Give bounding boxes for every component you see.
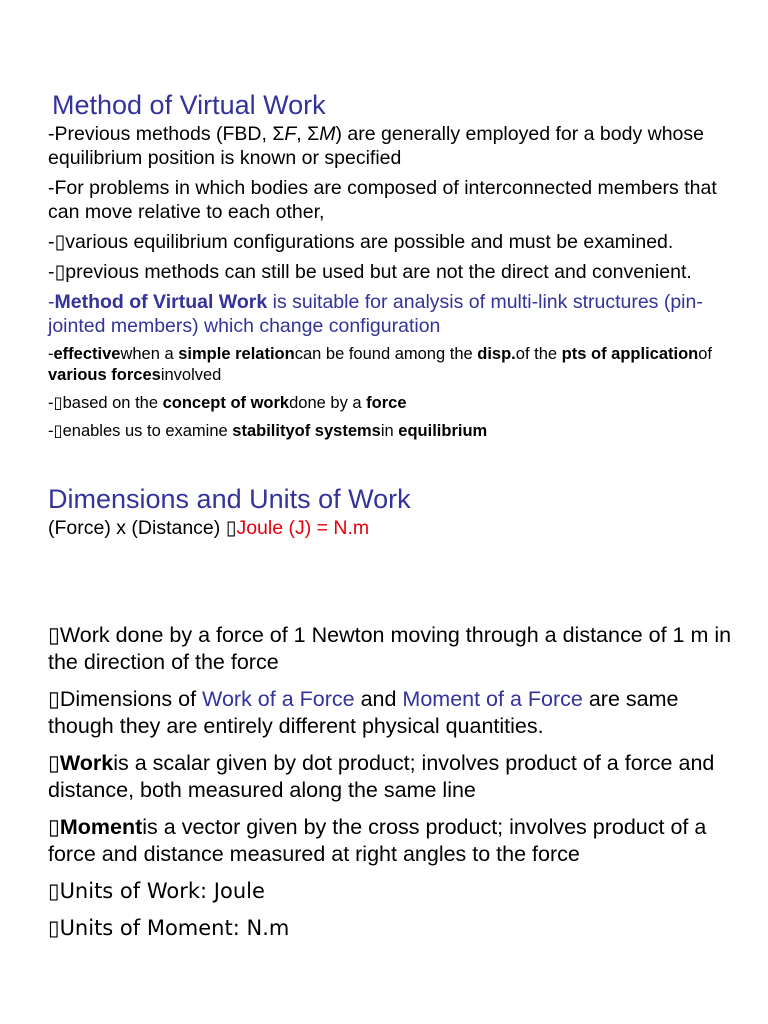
text: various equilibrium configurations are possible and must be examined. (65, 231, 674, 253)
text: is suitable for analysis of multi-link structures (pin-jointed members) which change configuration (48, 291, 703, 337)
bold-term: concept of work (162, 394, 290, 412)
text: and (354, 687, 403, 711)
dash: - (48, 394, 54, 412)
text: ) are generally employed for a body whose equilibrium position is known or specified (48, 123, 704, 169)
text: of (698, 345, 713, 363)
missing-glyph-icon: ▯ (48, 687, 60, 712)
dash: - (48, 422, 54, 440)
document-page (48, 88, 738, 952)
symbol-m: M (319, 123, 336, 145)
text: are same though they are entirely different physical quantities. (48, 687, 679, 738)
text: Units of Work: Joule (59, 879, 265, 903)
text: based on the (62, 394, 163, 412)
missing-glyph-icon: ▯ (54, 230, 66, 253)
dash: - (48, 291, 55, 313)
bold-term: equilibrium (398, 422, 488, 440)
spacer (48, 546, 738, 622)
section-title-virtual-work: Method of Virtual Work (52, 90, 326, 120)
section-title-dimensions-units: Dimensions and Units of Work (48, 484, 411, 514)
paragraph-virtual-work-suitable (48, 290, 738, 338)
missing-glyph-icon: ▯ (48, 623, 60, 648)
dash: - (48, 231, 55, 253)
missing-glyph-icon: ▯ (54, 260, 66, 283)
paragraph-concept-of-work (48, 392, 738, 414)
missing-glyph-icon: ▯ (53, 393, 63, 412)
paragraph-previous-methods-usable (48, 260, 738, 284)
spacer (48, 448, 738, 482)
text: of the (515, 345, 562, 363)
missing-glyph-icon: ▯ (225, 516, 237, 539)
bold-term: effective (53, 345, 121, 363)
text: Work done by a force of 1 Newton moving through a distance of 1 m in the direction of the force (48, 623, 732, 674)
text: -Previous methods (FBD, Σ (48, 123, 285, 145)
bullet-work-scalar (48, 750, 738, 804)
text: previous methods can still be used but are not the direct and convenient. (65, 261, 692, 283)
text: involved (160, 366, 222, 384)
bold-term: pts of application (561, 345, 699, 363)
joule-definition: Joule (J) = N.m (236, 517, 370, 539)
text: can be found among the (294, 345, 478, 363)
bold-term: various forces (48, 366, 161, 384)
missing-glyph-icon: ▯ (48, 916, 60, 940)
bold-term: force (366, 394, 407, 412)
bullet-newton-definition (48, 622, 738, 676)
text: when a (120, 345, 179, 363)
text: enables us to examine (62, 422, 233, 440)
bullet-dimensions (48, 686, 738, 740)
paragraph-configurations (48, 230, 738, 254)
bold-term: Moment (59, 815, 143, 839)
bullet-units-moment (48, 915, 738, 942)
text: Units of Moment: N.m (59, 916, 290, 940)
bold-term: Work (59, 751, 114, 775)
bullet-units-work (48, 878, 738, 905)
text: done by a (289, 394, 367, 412)
bold-term: Method of Virtual Work (54, 291, 268, 313)
text: is a scalar given by dot product; involves product of a force and distance, both measured along the same line (48, 751, 715, 802)
dash: - (48, 261, 55, 283)
paragraph-stability (48, 420, 738, 442)
missing-glyph-icon: ▯ (53, 421, 63, 440)
bold-term: simple relation (178, 345, 295, 363)
paragraph-previous-methods (48, 122, 738, 170)
term-moment-of-force: Moment of a Force (402, 687, 583, 711)
dash: - (48, 345, 54, 363)
missing-glyph-icon: ▯ (48, 879, 60, 903)
text: is a vector given by the cross product; involves product of a force and distance measured at right angles to the force (48, 815, 707, 866)
missing-glyph-icon: ▯ (48, 751, 60, 776)
bullet-moment-vector (48, 814, 738, 868)
term-work-of-force: Work of a Force (202, 687, 355, 711)
text: in (380, 422, 399, 440)
symbol-f: F (284, 123, 297, 145)
text: Dimensions of (59, 687, 203, 711)
paragraph-interconnected-members: -For problems in which bodies are composed of interconnected members that can move relative to each other, (48, 177, 717, 223)
formula-joule (48, 516, 738, 540)
text: (Force) x (Distance) (48, 517, 226, 539)
missing-glyph-icon: ▯ (48, 815, 60, 840)
paragraph-effective (48, 344, 738, 386)
bold-term: disp. (477, 345, 516, 363)
text: , Σ (296, 123, 320, 145)
bold-term: stabilityof systems (232, 422, 381, 440)
